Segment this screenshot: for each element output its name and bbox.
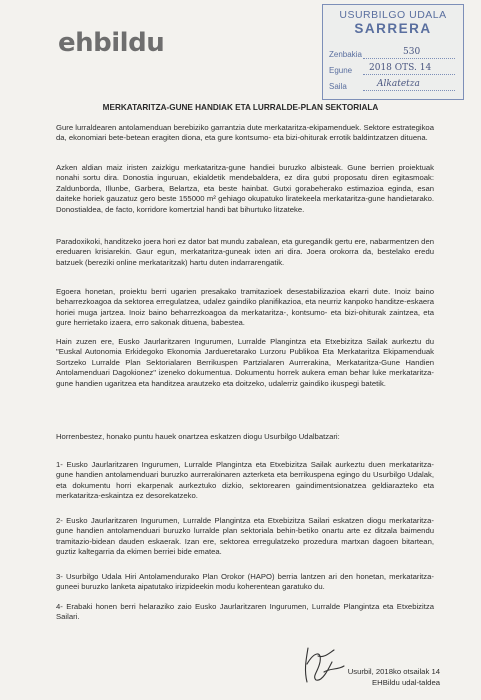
stamp-value-department: Alkatetza xyxy=(377,79,420,89)
point-3: 3- Usurbilgo Udala Hiri Antolamendurako Plan Orokor (HAPO) berria lantzen ari den honetan, merkataritza-guneei buruzko lanketa aipatutako irizpideekin modu koherentean garatuko du. xyxy=(56,572,434,592)
place-date: Usurbil, 2018ko otsailak 14 xyxy=(347,667,440,676)
paragraph-1: Gure lurraldearen antolamenduan berebiziko garrantzia dute merkataritza-ekipamenduek. Sektore estrategikoa da, ekonomiari bete-betean eragiten diona, eta gure kontsumo- eta bizi-ohiturak errotik baldintzatzen dituena. xyxy=(56,123,434,143)
signatory: EHBildu udal-taldea xyxy=(372,678,440,687)
paragraph-request: Horrenbestez, honako puntu hauek onartzea eskatzen diogu Usurbilgo Udalbatzari: xyxy=(56,432,340,441)
stamp-label-number: Zenbakia xyxy=(329,50,362,59)
point-4: 4- Erabaki honen berri helaraziko zaio Eusko Jaurlaritzaren Ingurumen, Lurralde Plangintza eta Etxebizitza Sailari. xyxy=(56,602,434,622)
point-2: 2- Eusko Jaurlaritzaren Ingurumen, Lurralde Plangintza eta Etxebizitza Sailari eskatzen diogu merkataritza-gune handien antolamenduari buruzko lurralde plan sektoriala behin-betiko onartu arte ez ditzala baimendu tramitazio-bidean dauden eskaerak. Izan ere, sektorea erregulatzeko prozedura martxan dagoen bitartean, guztiz kaltegarria da ekimen berriei bide ematea. xyxy=(56,516,434,557)
stamp-value-date: 2018 OTS. 14 xyxy=(369,63,432,73)
paragraph-4: Egoera honetan, proiektu berri ugarien presakako tramitazioek desestabilizazioa ekarri dute. Inoiz baino beharrezkoagoa da sektorea erregulatzea, udalez gaindiko planifikazioa, eta neurriz kanpoko handitze-eskaera horiei muga jartzea. Inoiz baino beharrezkoagoa da merkataritza-, kontsumo- eta bizi-ohiturak zaintzea, eta gure herrietako izaera, erro sakonak dituena, babestea. xyxy=(56,287,434,328)
stamp-subtitle: SARRERA xyxy=(354,21,432,36)
closing-block xyxy=(340,666,440,688)
point-1: 1- Eusko Jaurlaritzaren Ingurumen, Lurralde Plangintza eta Etxebizitza Sailak aurkeztu duen merkataritza-gune handien antolamenduari buruzko aurrerakinaren azterketa eta berrikuspena egingo du Usurbilgo Udalak, eta dokumentu horri ekarpenak aurkeztuko dizkio, sektorearen gaindimentsionatzea geldiarazteko eta merkataritza-eskaintza ez desorekatzeko. xyxy=(56,460,434,501)
stamp-value-number: 530 xyxy=(403,47,421,57)
stamp-label-department: Saila xyxy=(329,82,347,91)
stamp-row-date xyxy=(329,65,455,75)
ehbildu-logo: ehbildu xyxy=(58,28,165,58)
paragraph-2: Azken aldian maiz iristen zaizkigu merkataritza-gune handiei buruzko albisteak. Gune berrien proiektuak nonahi sortu dira. Donostia inguruan, ekialdetik mendebaldera, ez dira gutxi proposatu diren egitasmoak: Zaldunborda, Illunbe, Garbera, Belartza, eta beste hainbat. Gutxi gorabeherako estimazioa eginda, esan daiteke horiek gauzatuz gero beste 155000 m² gehiago okupatuko liratekeela merkataritza-gune handietarako. Donostialdea, de facto, korridore komertzial handi bat bihurtuko litzateke. xyxy=(56,163,434,214)
stamp-row-department xyxy=(329,81,455,91)
stamp-label-date: Egune xyxy=(329,66,353,75)
stamp-row-number xyxy=(329,49,455,59)
document-heading: MERKATARITZA-GUNE HANDIAK ETA LURRALDE-PLAN SEKTORIALA xyxy=(102,103,379,112)
paragraph-3: Paradoxikoki, handitzeko joera hori ez dator bat mundu zabalean, eta guregandik gertu ere, nabarmentzen den ereduaren krisiarekin. Gaur egun, merkataritza-guneak ixten ari dira. Joera orokorra da, bestelako eredu batzuek (bereziki online merkataritzak) hartu duten indarrarengatik. xyxy=(56,237,434,267)
registry-stamp xyxy=(322,4,464,100)
stamp-title: USURBILGO UDALA xyxy=(339,9,447,21)
paragraph-5: Hain zuzen ere, Eusko Jaurlaritzaren Ingurumen, Lurralde Plangintza eta Etxebizitza Sailak aurkeztu du "Euskal Autonomia Erkidegoko Ekonomia Jardueretarako Lurzoru Publikoa Eta Merkataritza Ekipamenduak Sortzeko Lurralde Plan Sektorialaren Berrikuspen Partzialaren Aurrerakina, Merkataritza-Gune Handien Antolamenduari Dagokionez" izeneko dokumentua. Dokumentu horrek aukera eman behar luke merkataritza-gune handien ugaritzea eta handitzea arautzeko eta doitzeko, udalerriz gaindiko ikuspegi batetik. xyxy=(56,337,434,388)
